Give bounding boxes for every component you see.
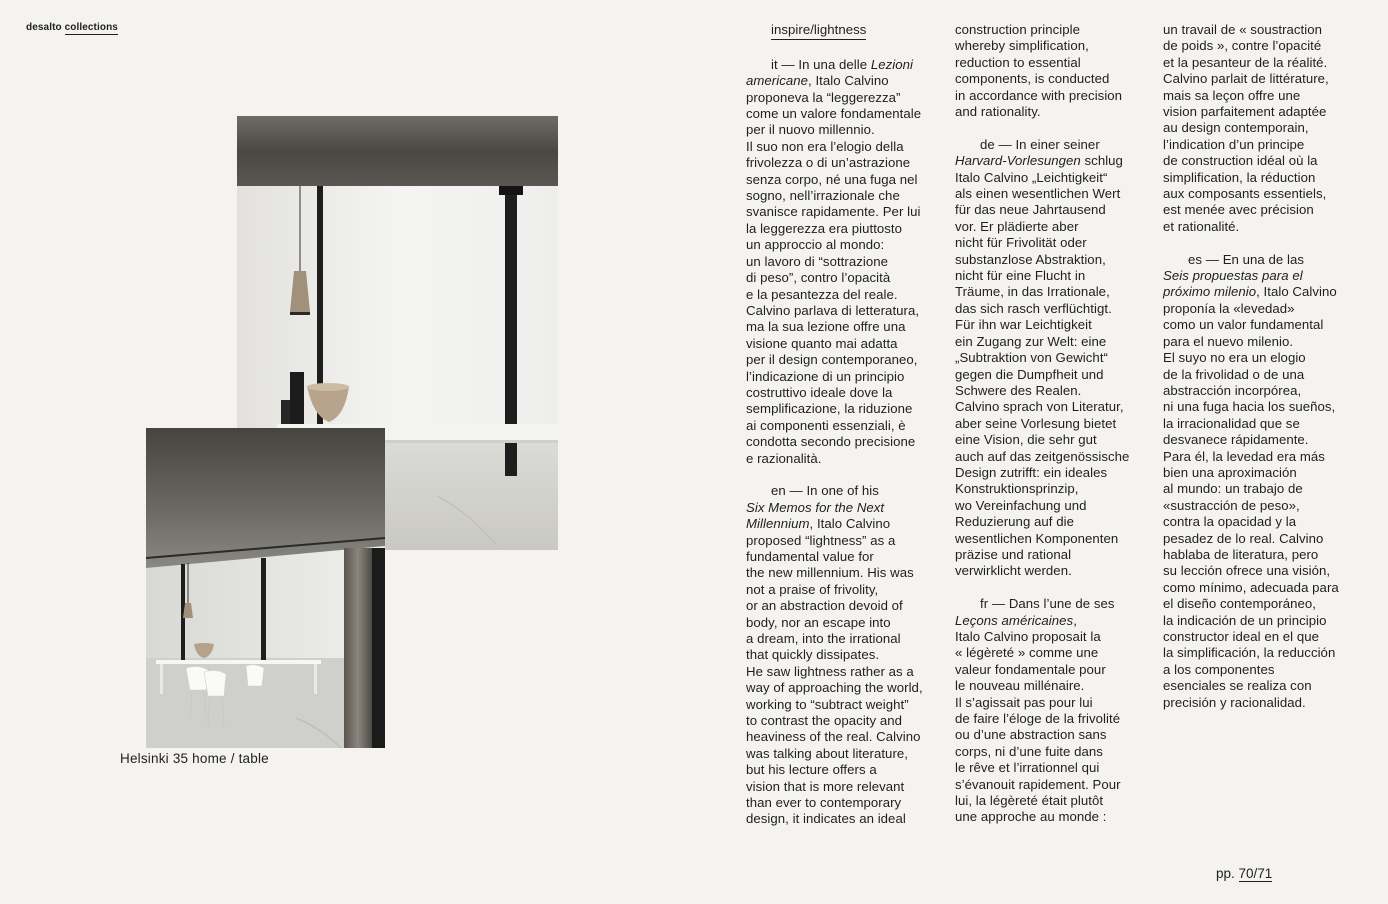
lang-label-en: en — [771, 483, 807, 499]
text-column-3 [1163, 22, 1373, 727]
paragraph-de [955, 137, 1160, 580]
section-title: inspire/lightness [771, 22, 866, 40]
fr-text-body: , Italo Calvino proposait la « légèreté » comme une valeur fondamentale pour le nouveau millénaire. Il s’agissait pas pour lui de faire l’éloge de la frivolité ou d’une abstraction sans corps, ni d’une fuite dans le rêve et l’irrationnel qui s’évanouit rapidement. Pour lui, la légèreté était plutôt une approche au monde : [955, 612, 1121, 825]
paragraph-fr [955, 596, 1160, 826]
de-text-title: Harvard-Vorlesungen [955, 153, 1081, 169]
es-text-pre: En una de las [1222, 251, 1305, 267]
page-number [1216, 866, 1272, 881]
page-range: 70/71 [1238, 866, 1273, 881]
paragraph-en-cont: construction principle whereby simplification, reduction to essential components, is conducted in accordance with precision and rationality. [955, 22, 1123, 120]
es-text-body: , Italo Calvino proponía la «levedad» como un valor fundamental para el nuevo milenio. El suyo no era un elogio de la frivolidad o de una abstracción incorpórea, ni una fuga hacia los sueños, la irracionalidad que se desvanece rápidamente. Para él, la levedad era más bien una aproximación al mundo: un trabajo de «sustracción de peso», contra la opacidad y la pesadez de lo real. Calvino hablaba de literatura, pero su lección ofrece una visión, como mínimo, adecuada para el diseño contemporáneo, la indicación de un principio constructor ideal en el que la simplificación, la reducción a los componentes esenciales se realiza con precisión y racionalidad. [1163, 284, 1339, 710]
image-caption: Helsinki 35 home / table [120, 751, 269, 766]
lang-label-it: it — [771, 56, 799, 72]
paragraph-fr-cont: un travail de « soustraction de poids », contre l’opacité et la pesanteur de la réalité. Calvino parlait de littérature, mais sa leçon offre une vision parfaitement adaptée au design contemporain, l’indication d’un principe de construction idéal où la simplification, la réduction aux composants essentiels, est menée avec précision et rationalité. [1163, 22, 1329, 234]
en-text-pre: In one of his [806, 483, 879, 499]
paragraph-it [746, 57, 951, 467]
fr-text-pre: Dans l’une de ses [1008, 596, 1115, 612]
lang-label-de: de — [980, 136, 1016, 152]
it-text-title: Lezioni americane [746, 56, 914, 89]
paragraph-en [746, 483, 951, 828]
en-text-title: Six Memos for the Next Millennium [746, 499, 885, 532]
lang-label-fr: fr — [980, 596, 1009, 612]
brand-name: desalto [26, 22, 62, 33]
photo-bottom-image [146, 428, 385, 748]
lang-label-es: es — [1188, 251, 1223, 267]
photo-bottom [146, 428, 385, 748]
it-text-pre: In una delle [798, 56, 871, 72]
text-column-1 [746, 22, 951, 844]
collection-label: collections [64, 22, 118, 33]
es-text-title: Seis propuestas para el próximo milenio [1163, 268, 1303, 300]
text-column-2 [955, 22, 1160, 842]
it-text-body: , Italo Calvino proponeva la “leggerezza” come un valore fondamentale per il nuovo millennio. Il suo non era l’elogio della frivolezza o di un’astrazione senza corpo, né una fuga nel sogno, nell’irrazionale che svanisce rapidamente. Per lui la leggerezza era piuttosto un approccio al mondo: un lavoro di “sottrazione di peso”, contro l’opacità e la pesantezza del reale. Calvino parlava di letteratura, ma la sua lezione offre una visione quanto mai adatta per il design contemporaneo, l’indicazione di un principio costruttivo ideale dove la semplificazione, la riduzione ai componenti essenziali, è condotta secondo precisione e razionalità. [746, 73, 922, 466]
de-text-pre: In einer seiner [1015, 136, 1100, 152]
fr-text-title: Leçons américaines [955, 612, 1074, 628]
en-text-body: , Italo Calvino proposed “lightness” as a fundamental value for the new millennium. His was not a praise of frivolity, or an abstraction devoid of body, nor an escape into a dream, into the irrational that quickly dissipates. He saw lightness rather as a way of approaching the world, working to “subtract weight” to contrast the opacity and heaviness of the real. Calvino was talking about literature, but his lecture offers a vision that is more relevant than ever to contemporary design, it indicates an ideal [746, 516, 923, 827]
page-prefix: pp. [1216, 866, 1239, 881]
paragraph-es [1163, 252, 1373, 711]
brand-header [26, 22, 118, 33]
de-text-body: schlug Italo Calvino „Leichtigkeit“ als einen wesentlichen Wert für das neue Jahrtausend vor. Er plädierte aber nicht für Frivolität oder substanzlose Abstraktion, nicht für eine Flucht in Träume, in das Irrationale, das sich rasch verflüchtigt. Für ihn war Leichtigkeit ein Zugang zur Welt: eine „Subtraktion von Gewicht“ gegen die Dumpfheit und Schwere des Realen. Calvino sprach von Literatur, aber seine Vorlesung bietet eine Vision, die sehr gut auch auf das zeitgenössische Design zutrifft: ein ideales Konstruktionsprinzip, wo Vereinfachung und Reduzierung auf die wesentlichen Komponenten präzise und rational verwirklicht werden. [955, 153, 1130, 579]
